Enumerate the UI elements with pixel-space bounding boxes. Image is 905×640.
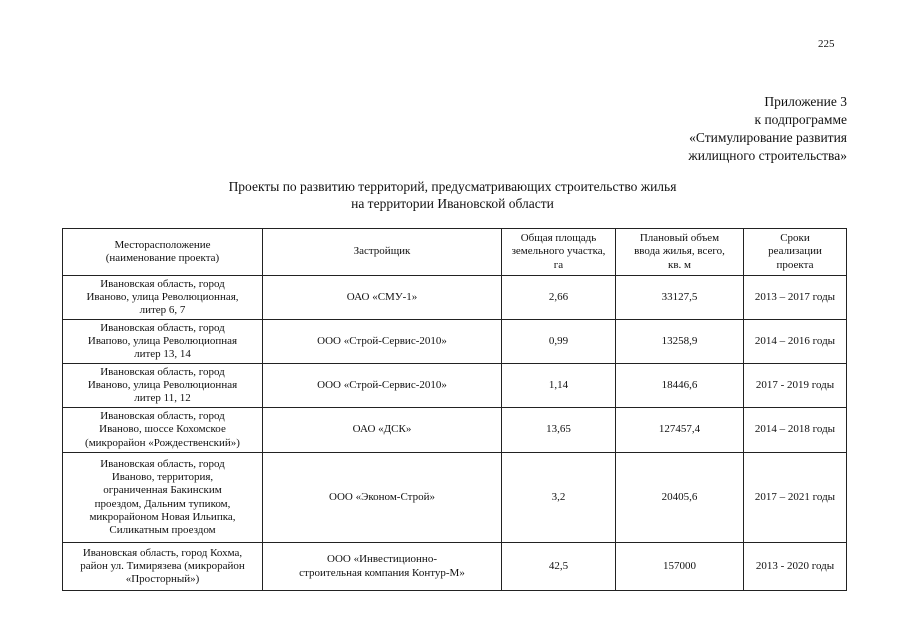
cell-volume: 127457,4: [616, 408, 744, 453]
table-header-row: [63, 229, 847, 276]
cell-terms: 2017 – 2021 годы: [744, 453, 847, 543]
cell-line: литер 6, 7: [139, 304, 186, 317]
cell-line: ограниченная Бакинским: [103, 484, 222, 497]
cell-line: ООО «Строй-Сервис-2010»: [317, 378, 447, 391]
cell-line: (микрорайон «Рождественский»): [85, 436, 240, 449]
cell-volume: 18446,6: [616, 364, 744, 408]
cell-volume: 20405,6: [616, 453, 744, 543]
appendix-line: Приложение 3: [764, 94, 847, 109]
cell-location: [63, 276, 263, 320]
cell-line: га: [553, 258, 564, 271]
cell-terms: 2013 – 2017 годы: [744, 276, 847, 320]
header-volume: [616, 229, 744, 276]
cell-line: Иваново, территория,: [111, 471, 214, 484]
cell-line: литер 13, 14: [134, 348, 191, 361]
cell-developer: [263, 543, 502, 591]
cell-line: Ивановская область, город: [100, 410, 225, 423]
page-number: 225: [818, 38, 835, 50]
appendix-line: «Стимулирование развития: [689, 130, 847, 145]
cell-terms: 2013 - 2020 годы: [744, 543, 847, 591]
table-row: [63, 364, 847, 408]
cell-line: Месторасположение: [114, 238, 211, 251]
cell-area: 3,2: [502, 453, 616, 543]
cell-line: реализации: [768, 245, 822, 258]
appendix-header: [688, 93, 847, 165]
cell-line: Ивановская область, город: [100, 321, 225, 334]
cell-area: 0,99: [502, 320, 616, 364]
cell-line: литер 11, 12: [134, 392, 191, 405]
appendix-line: к подпрограмме: [754, 112, 847, 127]
title-line: Проекты по развитию территорий, предусматривающих строительство жилья: [228, 179, 677, 194]
cell-area: 42,5: [502, 543, 616, 591]
cell-volume: 33127,5: [616, 276, 744, 320]
cell-line: ООО «Строй-Сервис-2010»: [317, 334, 447, 347]
cell-location: [63, 543, 263, 591]
appendix-line: жилищного строительства»: [688, 148, 847, 163]
table-row: [63, 408, 847, 453]
cell-location: [63, 453, 263, 543]
cell-developer: [263, 453, 502, 543]
projects-table: [62, 228, 847, 591]
cell-location: [63, 320, 263, 364]
cell-developer: [263, 276, 502, 320]
cell-area: 13,65: [502, 408, 616, 453]
cell-line: ООО «Инвестиционно-: [327, 553, 437, 566]
cell-terms: 2014 – 2018 годы: [744, 408, 847, 453]
title-line: на территории Ивановской области: [351, 196, 554, 211]
table-row: [63, 543, 847, 591]
table-row: [63, 453, 847, 543]
cell-line: ОАО «ДСК»: [352, 423, 412, 436]
cell-line: Иваново, улица Революционная: [87, 378, 238, 391]
header-developer: [263, 229, 502, 276]
cell-line: Общая площадь: [520, 232, 597, 245]
cell-location: [63, 408, 263, 453]
cell-line: Ивановская область, город Кохма,: [82, 546, 243, 559]
cell-developer: [263, 320, 502, 364]
cell-line: ввода жилья, всего,: [634, 245, 725, 258]
cell-location: [63, 364, 263, 408]
cell-developer: [263, 364, 502, 408]
cell-line: проездом, Дальним тупиком,: [94, 497, 231, 510]
cell-line: «Просторный»): [125, 573, 200, 586]
cell-line: Сроки: [780, 232, 810, 245]
document-title: [0, 178, 905, 212]
cell-line: Иваново, шоссе Кохомское: [99, 423, 226, 436]
cell-developer: [263, 408, 502, 453]
cell-line: проекта: [776, 258, 814, 271]
cell-volume: 13258,9: [616, 320, 744, 364]
cell-line: кв. м: [668, 258, 691, 271]
cell-line: (наименование проекта): [105, 252, 220, 264]
cell-line: Плановый объем: [639, 232, 720, 245]
header-location: [63, 229, 263, 276]
cell-line: ООО «Эконом-Строй»: [329, 490, 435, 503]
cell-area: 2,66: [502, 276, 616, 320]
header-terms: [744, 229, 847, 276]
cell-line: Силикатным проездом: [109, 523, 216, 536]
header-area: [502, 229, 616, 276]
cell-volume: 157000: [616, 543, 744, 591]
cell-line: район ул. Тимирязева (микрорайон: [80, 559, 245, 572]
table-row: [63, 320, 847, 364]
cell-terms: 2014 – 2016 годы: [744, 320, 847, 364]
cell-terms: 2017 - 2019 годы: [744, 364, 847, 408]
cell-line: Ивановская область, город: [100, 457, 225, 470]
cell-line: Ивапово, улица Революциопная: [87, 334, 238, 347]
cell-line: земельного участка,: [511, 245, 606, 258]
table-row: [63, 276, 847, 320]
cell-line: строительная компания Контур-М»: [299, 566, 465, 579]
cell-line: ОАО «СМУ-1»: [346, 290, 418, 303]
cell-line: Ивановская область, город: [100, 277, 225, 290]
cell-line: микрорайоном Новая Ильипка,: [89, 510, 236, 523]
cell-line: Застройщик: [353, 245, 411, 258]
cell-area: 1,14: [502, 364, 616, 408]
cell-line: Ивановская область, город: [100, 365, 225, 378]
cell-line: Иваново, улица Революционная,: [86, 290, 239, 303]
